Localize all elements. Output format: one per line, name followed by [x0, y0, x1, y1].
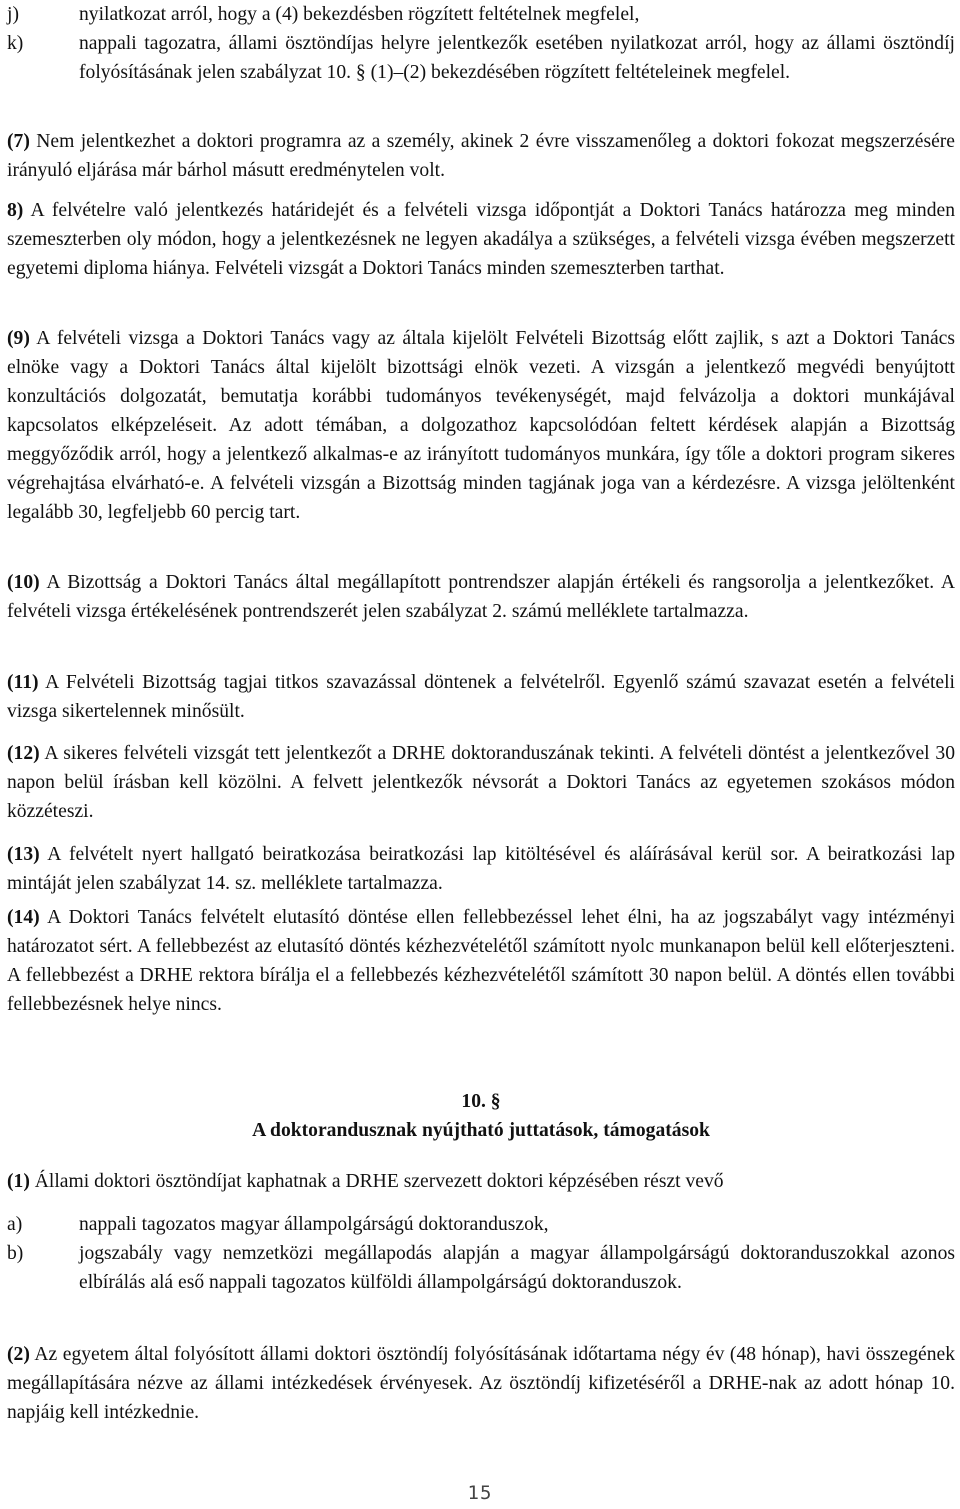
- list-top: [7, 0, 955, 87]
- paragraph-text: A felvételi vizsga a Doktori Tanács vagy az általa kijelölt Felvételi Bizottság előtt zajlik, s azt a Doktori Tanács elnöke vagy a Doktori Tanács által kijelölt bizottsági elnök vezeti. A vizsgán a jelentkező megvédi benyújtott konzultációs dolgozatát, bemutatja korábbi tudományos tevékenységét, majd felvázolja a doktori munkájával kapcsolatos elképzeléseit. Az adott témában, a dolgozathoz kapcsolódóan feltett kérdések alapján a Bizottság meggyőződik arról, hogy a jelentkező alkalmas-e az irányított tudományos munkára, így tőle a doktori program sikeres végrehajtása elvárható-e. A felvételi vizsgán a Bizottság minden tagjának joga van a kérdezésre. A vizsga jelöltenként legalább 30, legfeljebb 60 percig tart.: [7, 328, 955, 523]
- list-text: nyilatkozat arról, hogy a (4) bekezdésben rögzített feltételnek megfelel,: [79, 4, 640, 25]
- paragraph-number: (7): [7, 131, 30, 152]
- paragraph-text: A felvételt nyert hallgató beiratkozása beiratkozási lap kitöltésével és aláírásával kerül sor. A beiratkozási lap mintáját jelen szabályzat 14. sz. melléklete tartalmazza.: [7, 844, 955, 894]
- paragraph-12: [7, 739, 955, 826]
- section-paragraph-2: [7, 1340, 955, 1427]
- paragraph-number: (1): [7, 1171, 30, 1192]
- section-number: 10. §: [461, 1091, 501, 1112]
- list-item-j: [7, 0, 955, 29]
- paragraph-9: [7, 324, 955, 527]
- list-label: j): [7, 4, 19, 25]
- paragraph-number: (13): [7, 844, 40, 865]
- paragraph-number: (2): [7, 1344, 30, 1365]
- paragraph-number: (14): [7, 907, 40, 928]
- paragraph-number: (10): [7, 572, 40, 593]
- paragraph-text: A sikeres felvételi vizsgát tett jelentkezőt a DRHE doktoranduszának tekinti. A felvételi döntést a jelentkezővel 30 napon belül írásban kell közölni. A felvett jelentkezők névsorát a Doktori Tanács az egyetemen szokásos módon közzéteszi.: [7, 743, 955, 822]
- list-label: k): [7, 33, 24, 54]
- paragraph-text: Állami doktori ösztöndíjat kaphatnak a DRHE szervezett doktori képzésében részt vevő: [29, 1171, 724, 1192]
- list-text: nappali tagozatra, állami ösztöndíjas helyre jelentkezők esetében nyilatkozat arról, hogy az állami ösztöndíj folyósításának jelen szabályzat 10. § (1)–(2) bekezdésében rögzített feltételeinek megfelel.: [79, 33, 955, 83]
- section-title: A doktorandusznak nyújtható juttatások, támogatások: [252, 1120, 710, 1141]
- list-item-a: [7, 1210, 955, 1239]
- paragraph-8: [7, 196, 955, 283]
- paragraph-text: Az egyetem által folyósított állami doktori ösztöndíj folyósításának időtartama négy év (48 hónap), havi összegének megállapítására nézve az állami intézkedések érvényesek. Az ösztöndíj kifizetéséről a DRHE-nak az adott hónap 10. napjáig kell intézkednie.: [7, 1344, 955, 1423]
- paragraph-number: (9): [7, 328, 30, 349]
- paragraph-number: 8): [7, 200, 24, 221]
- list-label: a): [7, 1214, 23, 1235]
- section-paragraph-1: [7, 1167, 955, 1196]
- paragraph-7: [7, 127, 955, 185]
- page-number: 15: [467, 1482, 493, 1504]
- list-item-k: [7, 29, 955, 87]
- list-text: nappali tagozatos magyar állampolgárságú doktoranduszok,: [79, 1214, 549, 1235]
- paragraph-text: A Felvételi Bizottság tagjai titkos szavazással döntenek a felvételről. Egyenlő számú szavazat esetén a felvételi vizsga sikertelennek minősült.: [7, 672, 955, 722]
- paragraph-text: A Bizottság a Doktori Tanács által megállapított pontrendszer alapján értékeli és rangsorolja a jelentkezőket. A felvételi vizsga értékelésének pontrendszerét jelen szabályzat 2. számú melléklete tartalmazza.: [7, 572, 955, 622]
- paragraph-14: [7, 903, 955, 1019]
- paragraph-11: [7, 668, 955, 726]
- list-item-b: [7, 1239, 955, 1297]
- list-label: b): [7, 1243, 24, 1264]
- paragraph-text: A Doktori Tanács felvételt elutasító döntése ellen fellebbezéssel lehet élni, ha az jogszabályt vagy intézményi határozatot sért. A fellebbezést az elutasító döntés kézhezvételétől számított nyolc munkanapon belül kell előterjeszteni. A fellebbezést a DRHE rektora bírálja el a fellebbezés kézhezvételétől számított 30 napon belül. A döntés ellen további fellebbezésnek helye nincs.: [7, 907, 955, 1015]
- paragraph-number: (11): [7, 672, 39, 693]
- paragraph-text: A felvételre való jelentkezés határidejét és a felvételi vizsga időpontját a Doktori Tanács határozza meg minden szemeszterben oly módon, hogy a jelentkezésnek ne legyen akadálya a szükséges, a felvételi vizsga évében megszerzett egyetemi diploma hiánya. Felvételi vizsgát a Doktori Tanács minden szemeszterben tarthat.: [7, 200, 955, 279]
- list-bottom: [7, 1210, 955, 1297]
- list-text: jogszabály vagy nemzetközi megállapodás alapján a magyar állampolgárságú doktoranduszokkal azonos elbírálás alá eső nappali tagozatos külföldi állampolgárságú doktoranduszok.: [79, 1243, 955, 1293]
- paragraph-10: [7, 568, 955, 626]
- paragraph-text: Nem jelentkezhet a doktori programra az a személy, akinek 2 évre visszamenőleg a doktori fokozat megszerzésére irányuló eljárása már bárhol másutt eredménytelen volt.: [7, 131, 955, 181]
- paragraph-number: (12): [7, 743, 40, 764]
- paragraph-13: [7, 840, 955, 898]
